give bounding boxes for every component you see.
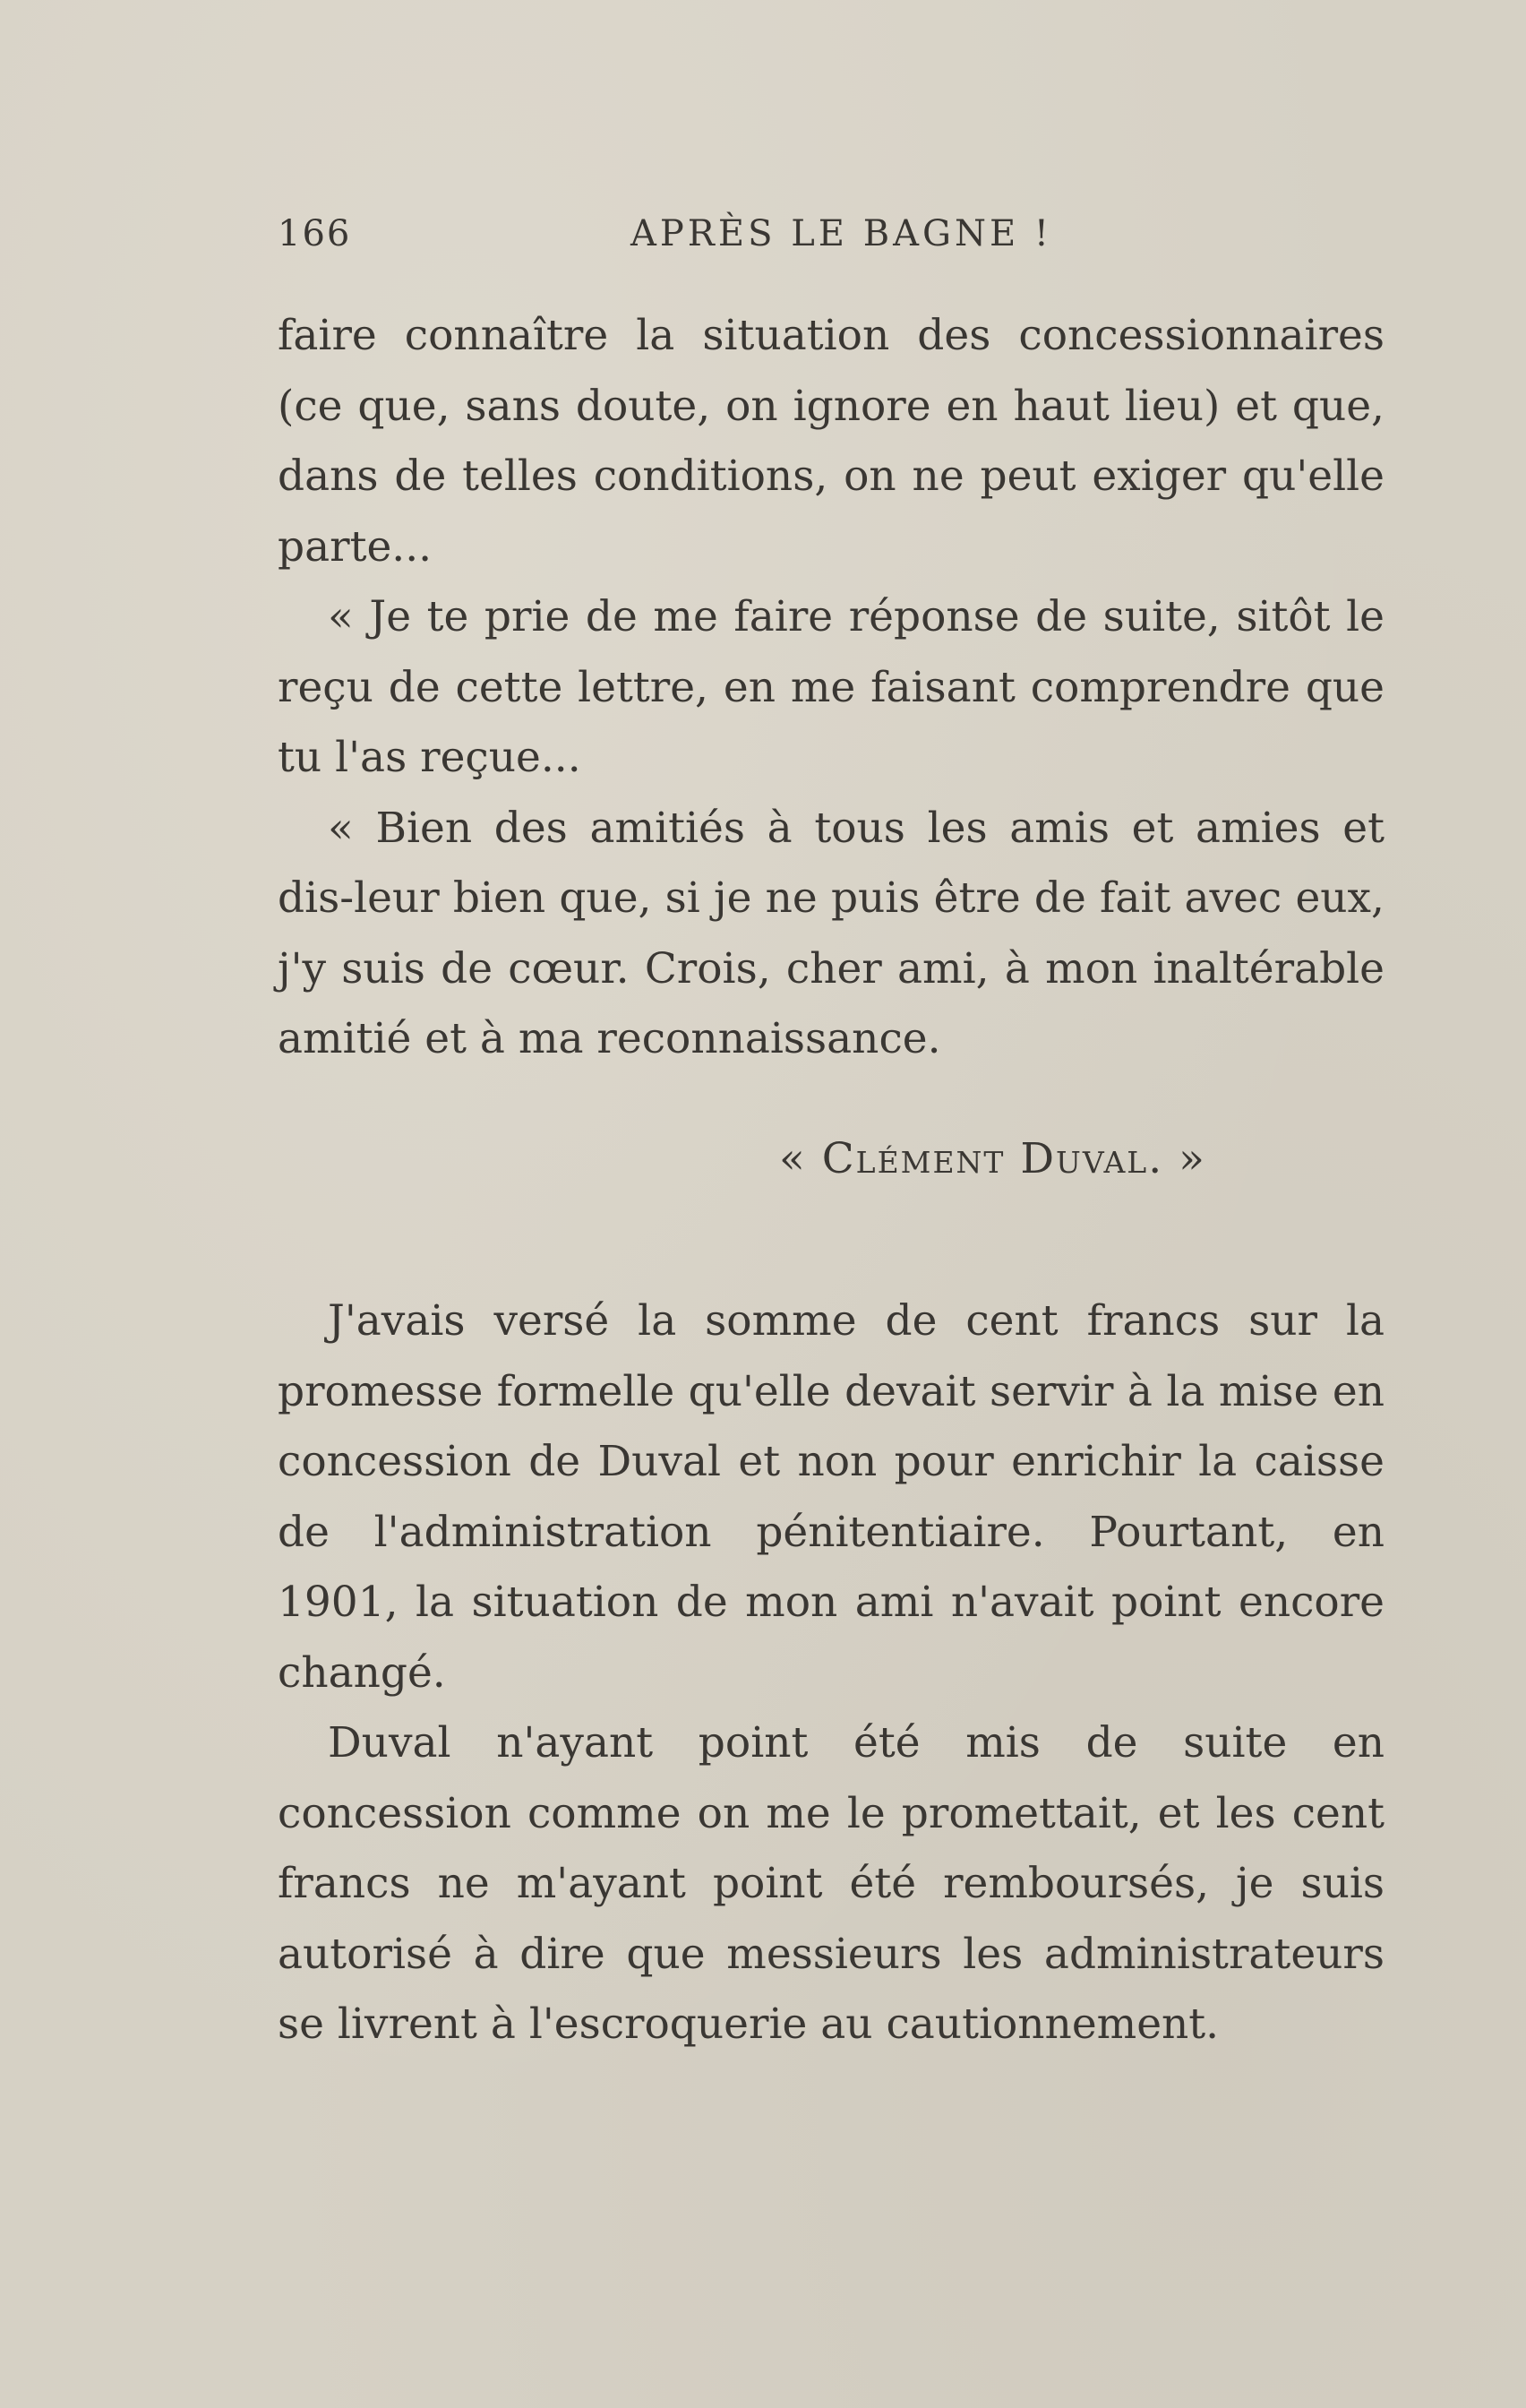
narrative-body — [278, 1286, 1385, 2060]
paragraph: J'avais versé la somme de cent francs sur la promesse formelle qu'elle devait servir à la mise en concession de Duval et non pour enrichir la caisse de l'administration pénitentiaire. Pourtant, en 1901, la situation de mon ami n'avait point encore changé. — [278, 1296, 1385, 1698]
page-number: 166 — [278, 213, 352, 254]
paragraph: « Je te prie de me faire réponse de suite, sitôt le reçu de cette lettre, en me faisant comprendre que tu l'as reçue... — [278, 592, 1385, 782]
paragraph: Duval n'ayant point été mis de suite en concession comme on me le promettait, et les cent francs ne m'ayant point été remboursés, je suis autorisé à dire que messieurs les administrateurs se livrent à l'escroquerie au cautionnement. — [278, 1718, 1385, 2049]
page-header — [278, 213, 1388, 267]
letter-body — [278, 301, 1385, 1075]
paragraph: faire connaître la situation des concessionnaires (ce que, sans doute, on ignore en haut lieu) et que, dans de telles conditions, on ne peut exiger qu'elle parte... — [278, 311, 1385, 572]
paragraph: « Bien des amitiés à tous les amis et amies et dis-leur bien que, si je ne puis être de fait avec eux, j'y suis de cœur. Crois, cher ami, à mon inaltérable amitié et à ma reconnaissance. — [278, 803, 1385, 1063]
letter-signature: « Clément Duval. » — [779, 1134, 1206, 1183]
running-title: APRÈS LE BAGNE ! — [630, 213, 1052, 254]
